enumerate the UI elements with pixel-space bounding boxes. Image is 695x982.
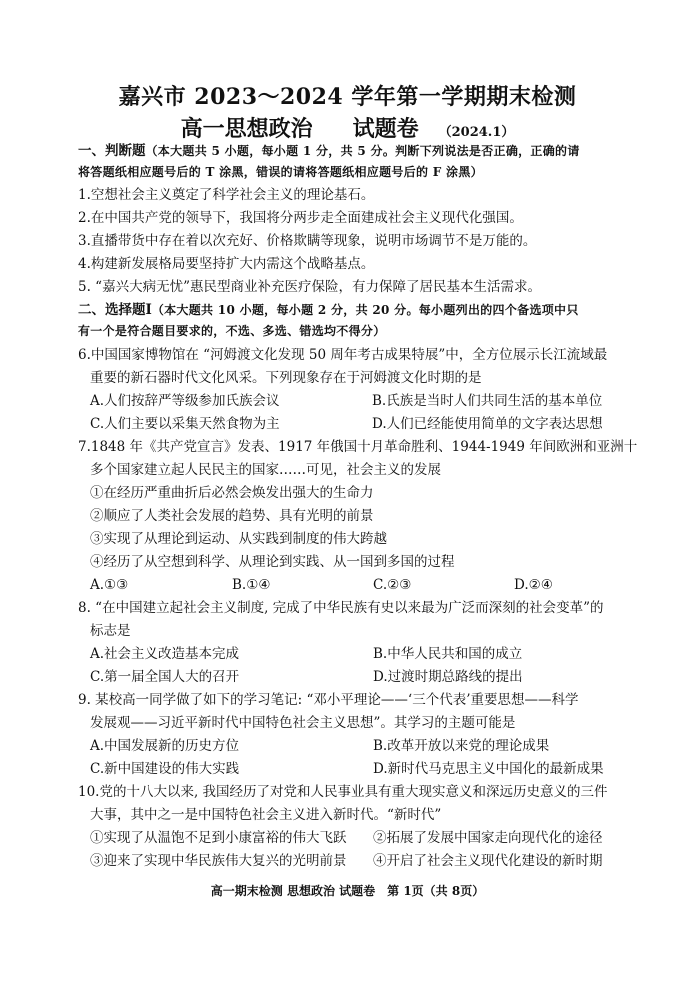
paper-label: 试题卷 xyxy=(352,116,419,142)
q9-stem-line1: 9. 某校高一同学做了如下的学习笔记: “邓小平理论——‘三个代表’重要思想——科学 xyxy=(78,692,579,708)
section2-instruction: （本大题共 10 小题，每小题 2 分，共 20 分。每小题列出的四个备选项中只 xyxy=(151,303,579,317)
q7-statement-2: ②顺应了人类社会发展的趋势、具有光明的前景 xyxy=(90,508,374,524)
q9-option-c: C.新中国建设的伟大实践 xyxy=(90,761,240,777)
section2-instruction-line1 xyxy=(78,300,579,320)
judgement-item-2: 2.在中国共产党的领导下，我国将分两步走全面建成社会主义现代化强国。 xyxy=(78,210,523,226)
q6-option-c: C.人们主要以采集天然食物为主 xyxy=(90,416,280,432)
section2-heading: 二、选择题Ⅰ xyxy=(78,302,152,318)
q10-statement-1: ①实现了从温饱不足到小康富裕的伟大飞跃 xyxy=(90,830,347,846)
q8-option-d: D.过渡时期总路线的提出 xyxy=(373,669,523,685)
q7-statement-4: ④经历了从空想到科学、从理论到实践、从一国到多国的过程 xyxy=(90,554,455,570)
q6-stem-line2: 重要的新石器时代文化风采。下列现象存在于河姆渡文化时期的是 xyxy=(90,370,482,386)
q8-stem-line1: 8. “在中国建立起社会主义制度, 完成了中华民族有史以来最为广泛而深刻的社会变革”的 xyxy=(78,600,604,616)
q7-stem-line1: 7.1848 年《共产党宣言》发表、1917 年俄国十月革命胜利、1944-1949 年间欧洲和亚洲十 xyxy=(78,439,638,455)
q9-option-d: D.新时代马克思主义中国化的最新成果 xyxy=(373,761,604,777)
exam-subtitle xyxy=(0,112,695,143)
subject-label: 高一思想政治 xyxy=(180,116,313,142)
q7-option-c: C.②③ xyxy=(373,577,412,593)
q6-option-a: A.人们按辞严等级参加氏族会议 xyxy=(90,393,280,409)
q8-stem-line2: 标志是 xyxy=(90,623,131,639)
q8-option-c: C.第一届全国人大的召开 xyxy=(90,669,240,685)
q7-stem-line2: 多个国家建立起人民民主的国家……可见，社会主义的发展 xyxy=(90,462,441,478)
q9-option-a: A.中国发展新的历史方位 xyxy=(90,738,240,754)
judgement-item-1: 1.空想社会主义奠定了科学社会主义的理论基石。 xyxy=(78,187,375,203)
exam-title: 嘉兴市 2023～2024 学年第一学期期末检测 xyxy=(118,84,577,110)
section1-instruction-line2: 将答题纸相应题号后的 T 涂黑，错误的请将答题纸相应题号后的 F 涂黑） xyxy=(78,165,483,179)
q10-stem-line1: 10.党的十八大以来, 我国经历了对党和人民事业具有重大现实意义和深远历史意义的三件 xyxy=(78,784,608,800)
judgement-item-3: 3.直播带货中存在着以次充好、价格欺瞒等现象，说明市场调节不是万能的。 xyxy=(78,233,537,249)
q10-statement-3: ③迎来了实现中华民族伟大复兴的光明前景 xyxy=(90,853,347,869)
judgement-item-4: 4.构建新发展格局要坚持扩大内需这个战略基点。 xyxy=(78,256,375,272)
section2-instruction-line2: 有一个是符合题目要求的，不选、多选、错选均不得分） xyxy=(78,324,386,338)
exam-date: （2024.1） xyxy=(438,124,515,140)
q7-option-a: A.①③ xyxy=(90,577,129,593)
q8-option-b: B.中华人民共和国的成立 xyxy=(373,646,523,662)
q9-option-b: B.改革开放以来党的理论成果 xyxy=(373,738,550,754)
q10-statement-2: ②拓展了发展中国家走向现代化的途径 xyxy=(373,830,603,846)
q8-option-a: A.社会主义改造基本完成 xyxy=(90,646,240,662)
q6-option-d: D.人们已经能使用简单的文字表达思想 xyxy=(372,416,603,432)
section1-heading: 一、判断题 xyxy=(78,143,146,159)
q7-statement-1: ①在经历严重曲折后必然会焕发出强大的生命力 xyxy=(90,485,374,501)
q7-statement-3: ③实现了从理论到运动、从实践到制度的伟大跨越 xyxy=(90,531,387,547)
judgement-item-5: 5. “嘉兴大病无忧”惠民型商业补充医疗保险，有力保障了居民基本生活需求。 xyxy=(78,279,541,295)
page-footer: 高一期末检测 思想政治 试题卷 第 1页（共 8页） xyxy=(210,884,485,898)
q10-statement-4: ④开启了社会主义现代化建设的新时期 xyxy=(373,853,603,869)
section1-instruction-line1 xyxy=(78,141,580,161)
q7-option-b: B.①④ xyxy=(232,577,271,593)
q6-stem-line1: 6.中国国家博物馆在 “河姆渡文化发现 50 周年考古成果特展”中，全方位展示长江流域最 xyxy=(78,347,608,363)
section1-instruction: （本大题共 5 小题，每小题 1 分，共 5 分。判断下列说法是否正确，正确的请 xyxy=(145,144,580,158)
q7-option-d: D.②④ xyxy=(514,577,553,593)
q10-stem-line2: 大事，其中之一是中国特色社会主义进入新时代。“新时代” xyxy=(90,807,442,823)
q9-stem-line2: 发展观——习近平新时代中国特色社会主义思想”。其学习的主题可能是 xyxy=(90,715,516,731)
q6-option-b: B.氏族是当时人们共同生活的基本单位 xyxy=(372,393,603,409)
